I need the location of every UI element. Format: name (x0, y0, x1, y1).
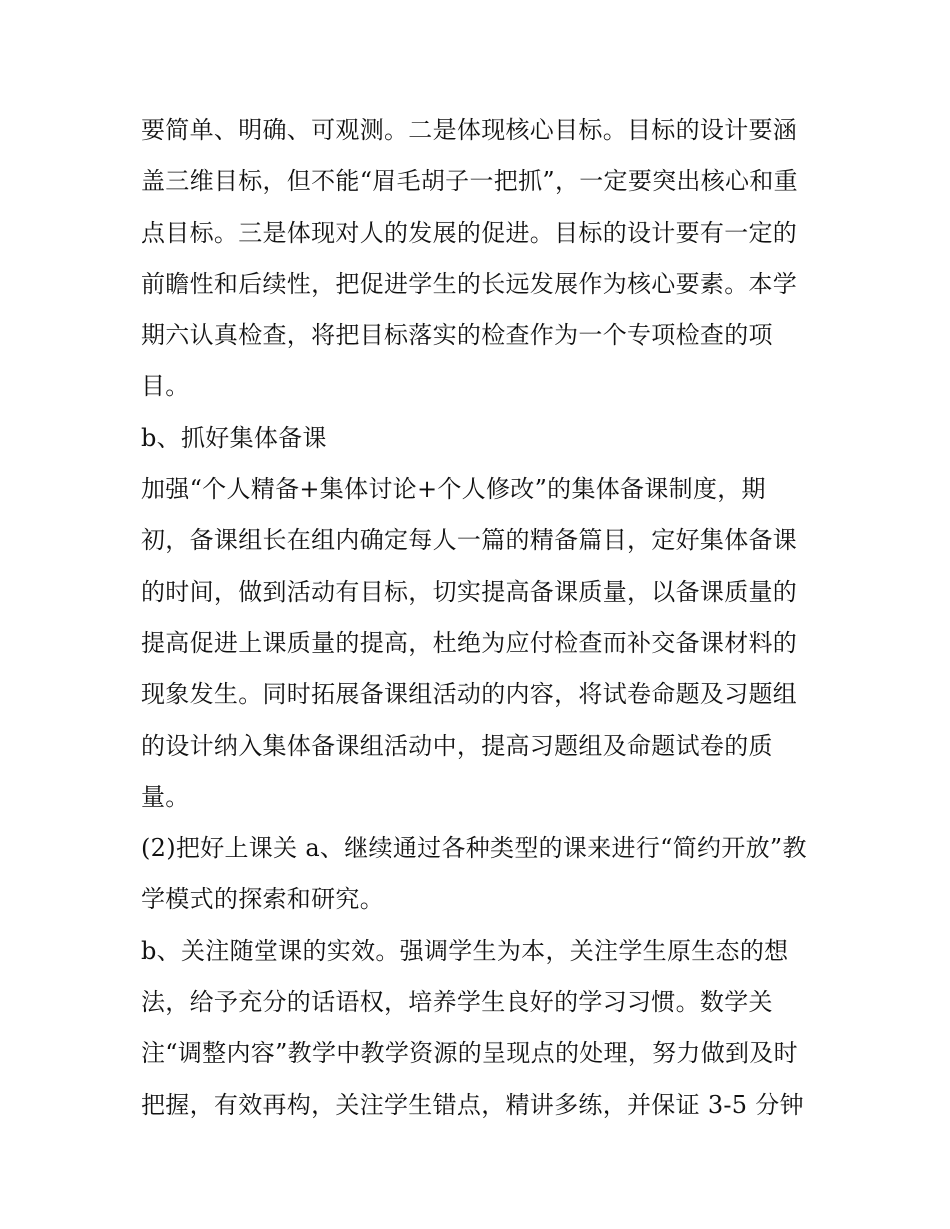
section-heading: b、抓好集体备课 (141, 423, 327, 452)
text-line: 期六认真检查，将把目标落实的检查作为一个专项检查的项 (141, 321, 773, 350)
text-line: b、关注随堂课的实效。强调学生为本，关注学生原生态的想 (141, 936, 789, 965)
text-line: 提高促进上课质量的提高，杜绝为应付检查而补交备课材料的 (141, 628, 798, 657)
text-line: 现象发生。同时拓展备课组活动的内容，将试卷命题及习题组 (141, 680, 798, 709)
text-line: 要简单、明确、可观测。二是体现核心目标。目标的设计要涵 (141, 116, 798, 144)
text-line: 点目标。三是体现对人的发展的促进。目标的设计要有一定的 (141, 218, 798, 247)
text-line: 的时间，做到活动有目标，切实提高备课质量，以备课质量的 (141, 577, 798, 606)
text-line: 把握，有效再构，关注学生错点，精讲多练，并保证 3-5 分钟 (141, 1090, 804, 1119)
text-line: 量。 (141, 782, 190, 811)
text-line: 目。 (141, 372, 190, 401)
text-line: 加强“个人精备+集体讨论+个人修改”的集体备课制度，期 (141, 475, 766, 504)
text-line: (2)把好上课关 a、继续通过各种类型的课来进行“简约开放”教 (141, 834, 807, 863)
text-line: 的设计纳入集体备课组活动中，提高习题组及命题试卷的质 (141, 731, 773, 760)
text-line: 注“调整内容”教学中教学资源的呈现点的处理，努力做到及时 (141, 1039, 798, 1068)
text-line: 盖三维目标，但不能“眉毛胡子一把抓”，一定要突出核心和重 (141, 167, 798, 196)
text-line: 学模式的探索和研究。 (141, 885, 384, 914)
text-line: 法，给予充分的话语权，培养学生良好的学习习惯。数学关 (141, 988, 773, 1017)
text-line: 前瞻性和后续性，把促进学生的长远发展作为核心要素。本学 (141, 269, 798, 298)
text-line: 初，备课组长在组内确定每人一篇的精备篇目，定好集体备课 (141, 526, 798, 555)
document-body (141, 105, 821, 1131)
